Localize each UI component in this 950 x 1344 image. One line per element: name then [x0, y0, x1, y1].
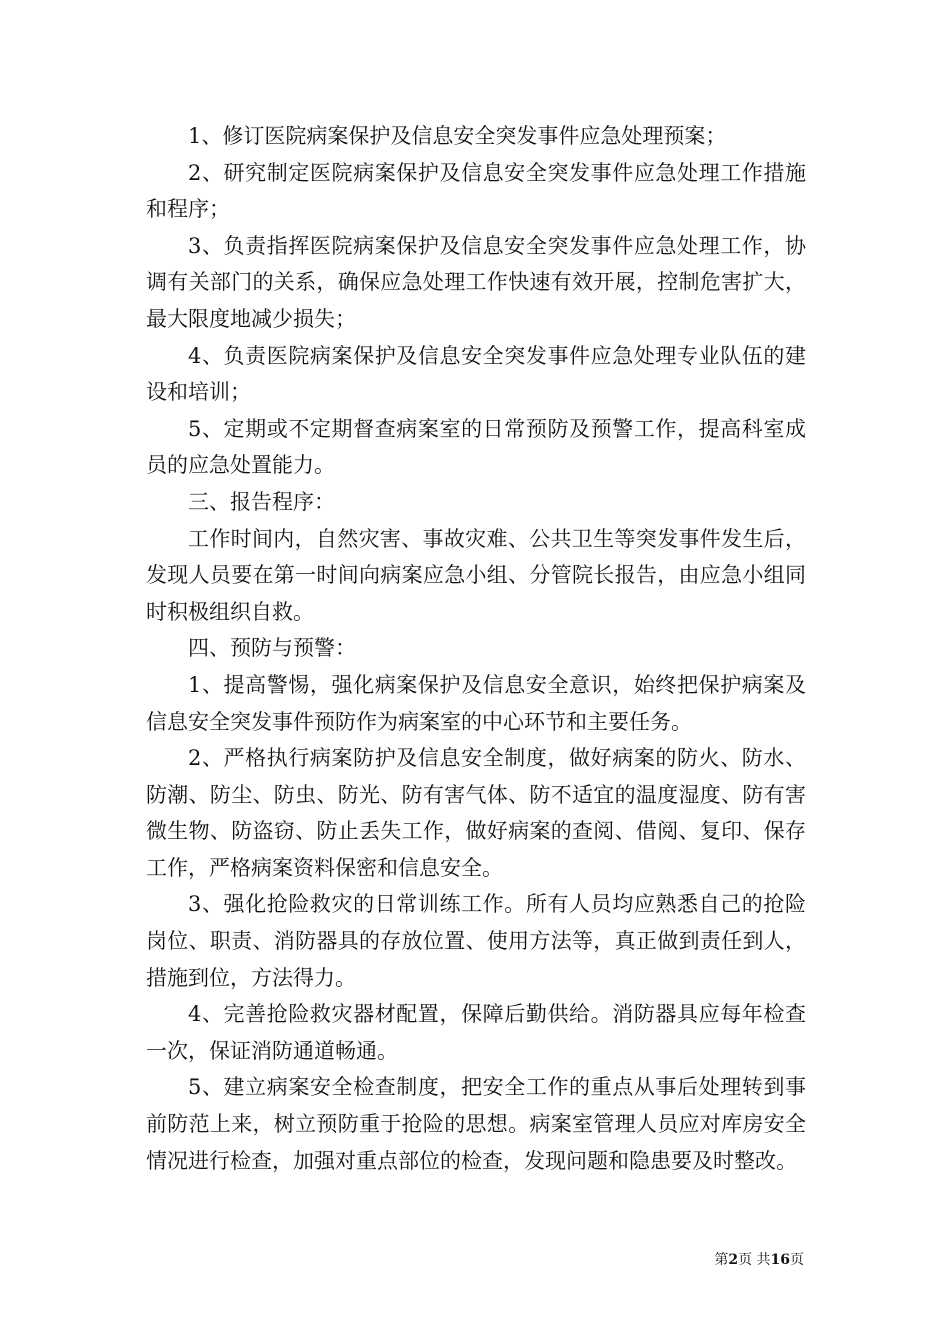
paragraph-4: 4、负责医院病案保护及信息安全突发事件应急处理专业队伍的建设和培训； [146, 343, 806, 405]
footer-total-pages: 16 [770, 1252, 790, 1268]
paragraph-3: 3、负责指挥医院病案保护及信息安全突发事件应急处理工作，协调有关部门的关系，确保应急处理工作快速有效开展，控制危害扩大，最大限度地减少损失； [146, 233, 806, 331]
section-heading-reporting: 三、报告程序： [188, 489, 335, 514]
footer-page-number: 2 [728, 1252, 739, 1268]
paragraph-prevention-4: 4、完善抢险救灾器材配置，保障后勤供给。消防器具应每年检查一次，保证消防通道畅通。 [146, 1002, 806, 1063]
paragraph-reporting: 工作时间内，自然灾害、事故灾难、公共卫生等突发事件发生后，发现人员要在第一时间向病案应急小组、分管院长报告，由应急小组同时积极组织自救。 [146, 526, 806, 624]
paragraph-1: 1、修订医院病案保护及信息安全突发事件应急处理预案； [188, 124, 727, 148]
footer-prefix: 第 [714, 1252, 729, 1268]
footer-middle: 页 共 [738, 1252, 771, 1268]
paragraph-prevention-2: 2、严格执行病案防护及信息安全制度，做好病案的防火、防水、防潮、防尘、防虫、防光、防有害气体、防不适宜的温度湿度、防有害微生物、防盗窃、防止丢失工作，做好病案的查阅、借阅、复印、保存工作，严格病案资料保密和信息安全。 [146, 746, 806, 880]
paragraph-prevention-5: 5、建立病案安全检查制度，把安全工作的重点从事后处理转到事前防范上来，树立预防重于抢险的思想。病案室管理人员应对库房安全情况进行检查，加强对重点部位的检查，发现问题和隐患要及时整改。 [146, 1075, 806, 1173]
paragraph-prevention-3: 3、强化抢险救灾的日常训练工作。所有人员均应熟悉自己的抢险岗位、职责、消防器具的存放位置、使用方法等，真正做到责任到人，措施到位，方法得力。 [146, 892, 806, 990]
footer-suffix: 页 [790, 1252, 804, 1268]
paragraph-2: 2、研究制定医院病案保护及信息安全突发事件应急处理工作措施和程序； [146, 160, 806, 222]
section-heading-prevention: 四、预防与预警： [188, 636, 356, 661]
page-footer [714, 1249, 804, 1269]
document-body [146, 118, 806, 1179]
paragraph-5: 5、定期或不定期督查病案室的日常预防及预警工作，提高科室成员的应急处置能力。 [146, 416, 806, 478]
paragraph-prevention-1: 1、提高警惕，强化病案保护及信息安全意识，始终把保护病案及信息安全突发事件预防作为病案室的中心环节和主要任务。 [146, 672, 806, 734]
